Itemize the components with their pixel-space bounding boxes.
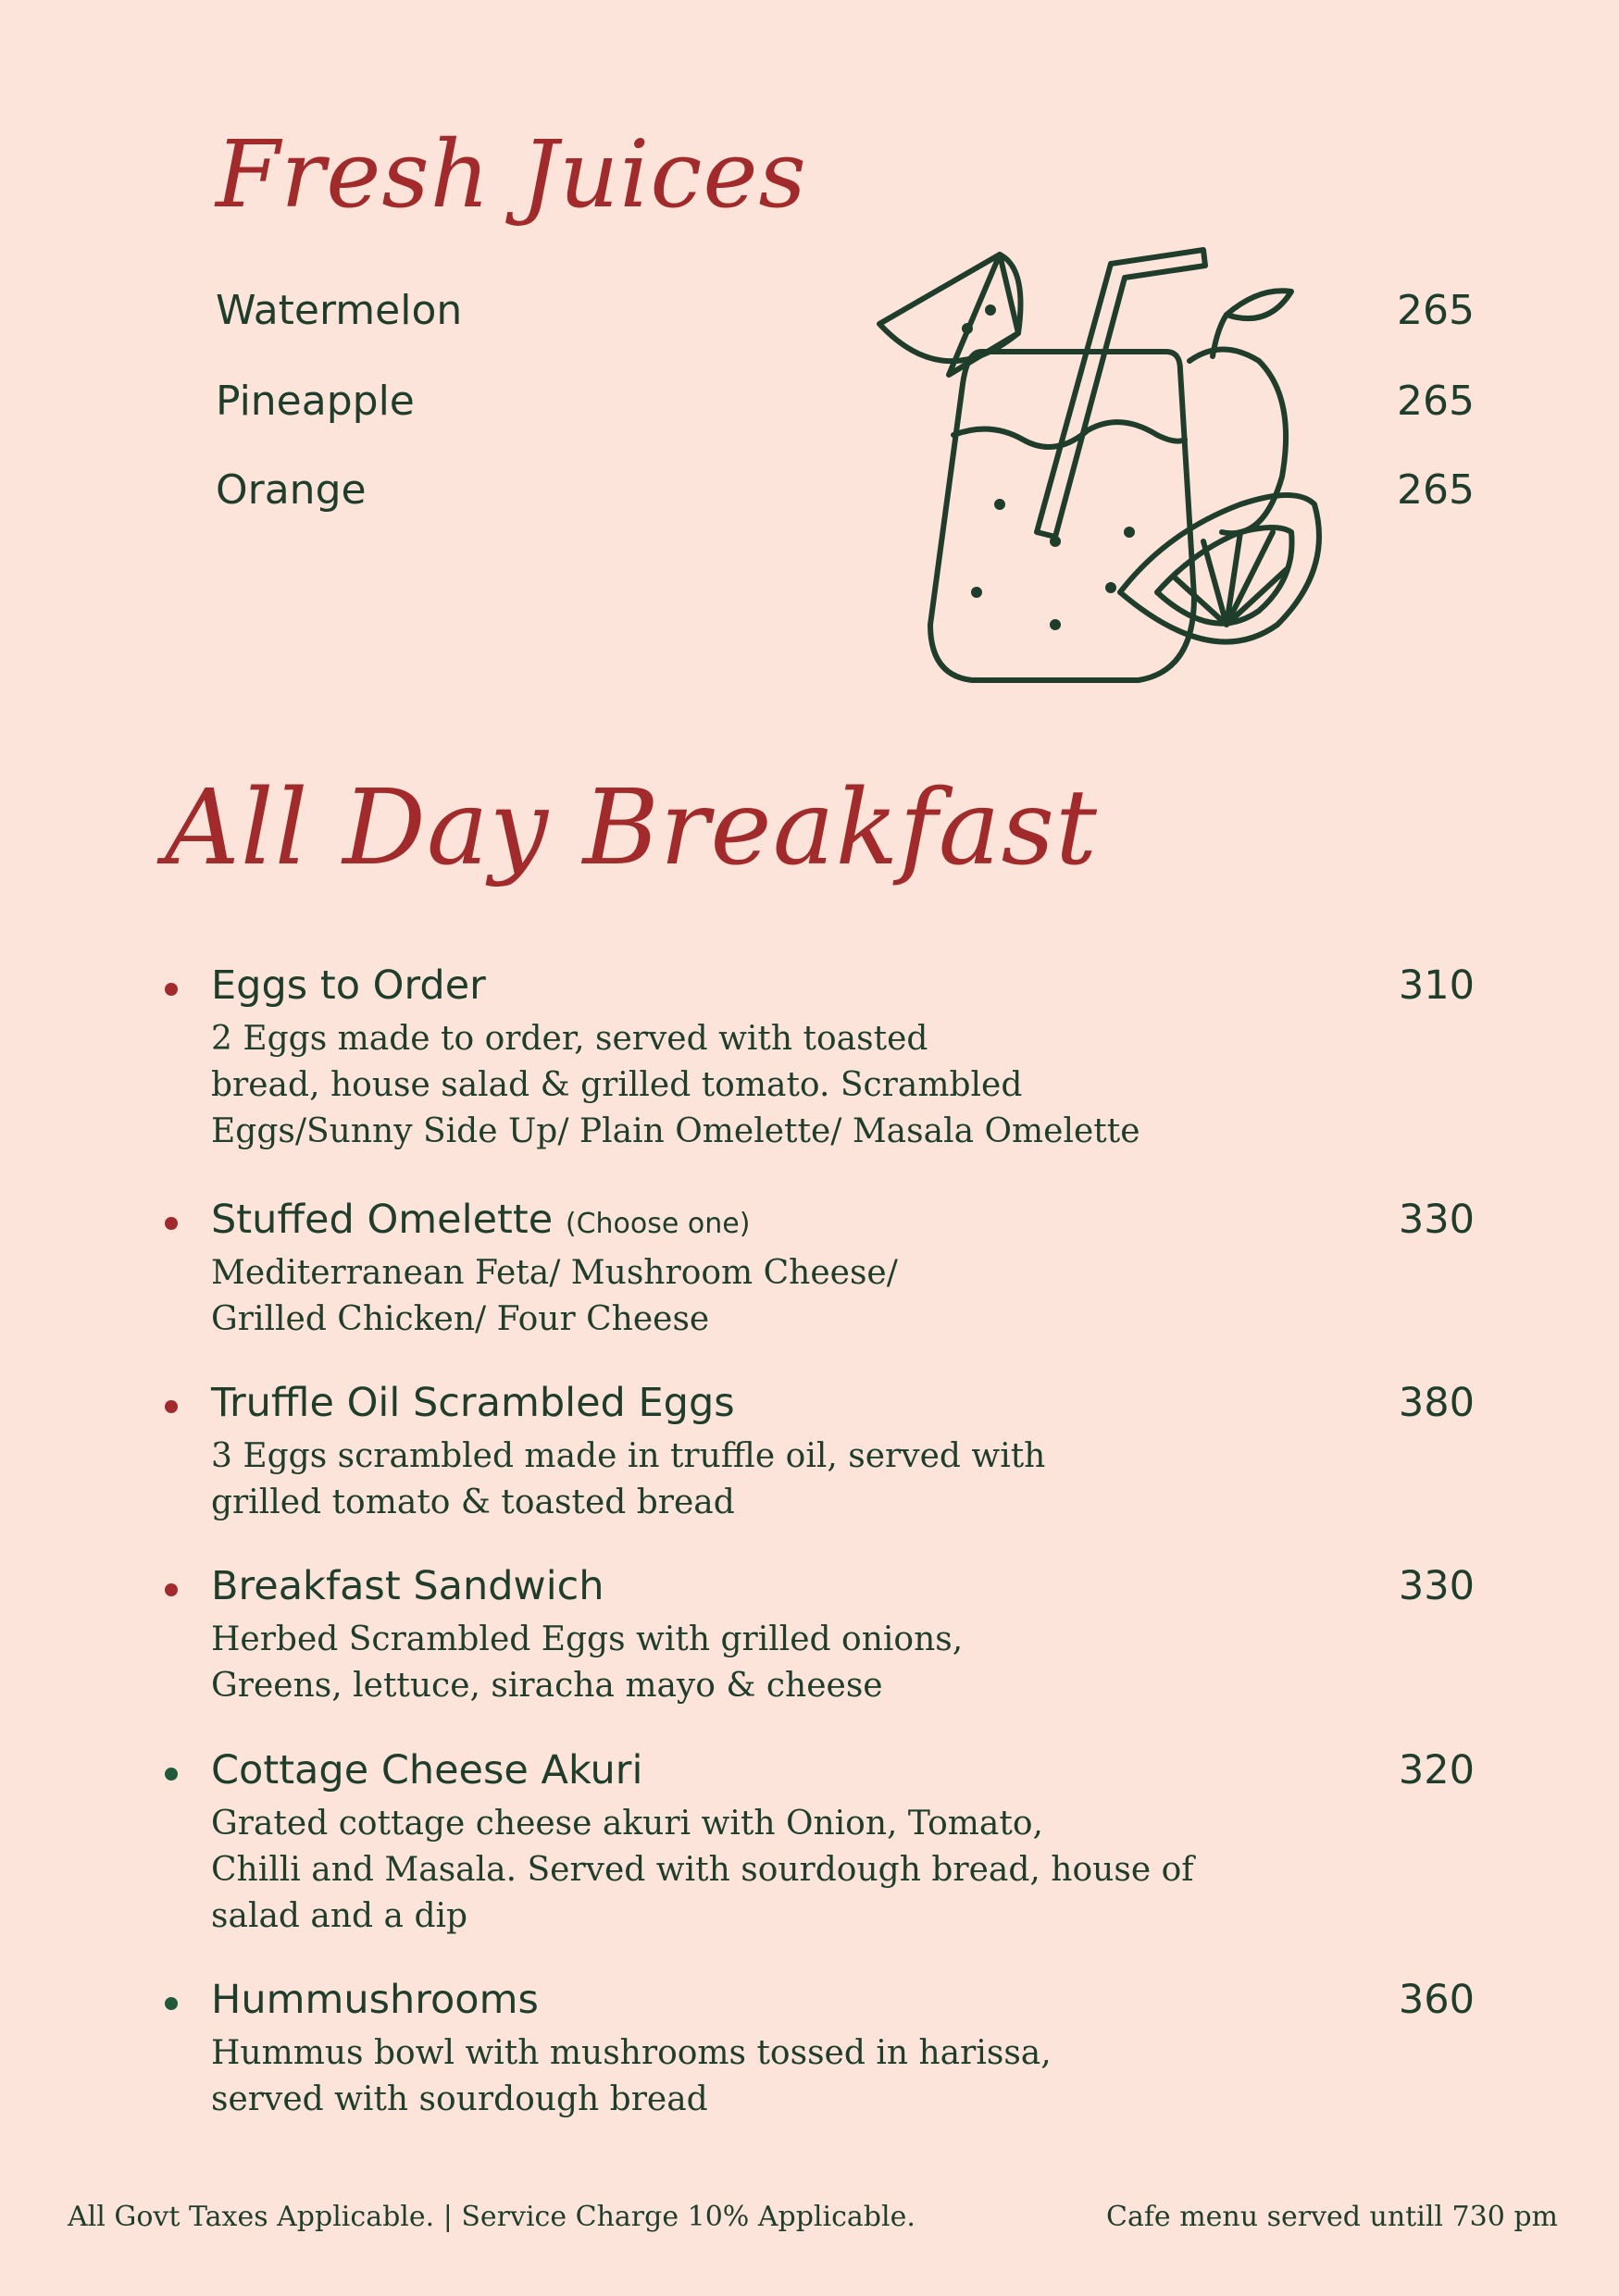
- menu-item-name: Eggs to Order: [211, 962, 486, 1009]
- description-line: Mediterranean Feta/ Mushroom Cheese/: [211, 1254, 898, 1292]
- menu-item-title: [211, 1197, 750, 1243]
- bullet-icon: [165, 1768, 178, 1781]
- description-line: served with sourdough bread: [211, 2080, 708, 2118]
- fresh-juices-heading: Fresh Juices: [216, 120, 807, 229]
- footer: [68, 2201, 1558, 2247]
- footer-hours-note: Cafe menu served untill 730 pm: [1105, 2201, 1558, 2233]
- description-line: Greens, lettuce, siracha mayo & cheese: [211, 1667, 883, 1705]
- menu-item-description: [211, 2030, 1322, 2123]
- all-day-breakfast-heading: All Day Breakfast: [165, 768, 1099, 888]
- description-line: Chilli and Masala. Served with sourdough bread, house of: [211, 1851, 1194, 1889]
- description-line: 2 Eggs made to order, served with toasted: [211, 1020, 928, 1058]
- menu-item-title: [211, 1380, 735, 1426]
- juice-price: 265: [1397, 378, 1475, 425]
- menu-item-title: [211, 962, 486, 1009]
- description-line: Grilled Chicken/ Four Cheese: [211, 1300, 710, 1338]
- juice-name: Orange: [216, 466, 367, 514]
- menu-item-description: [211, 1801, 1322, 1940]
- menu-item-description: [211, 1250, 1322, 1343]
- menu-item-price: 320: [1398, 1747, 1475, 1793]
- bullet-icon: [165, 1400, 178, 1413]
- bullet-icon: [165, 1217, 178, 1230]
- juice-name: Pineapple: [216, 378, 415, 425]
- menu-item-name: Hummushrooms: [211, 1977, 539, 2023]
- menu-item-price: 330: [1398, 1563, 1475, 1609]
- menu-item-title: [211, 1563, 604, 1609]
- bullet-icon: [165, 1583, 178, 1596]
- menu-item-title: [211, 1747, 642, 1793]
- menu-item-description: [211, 1617, 1322, 1709]
- menu-item-price: 310: [1398, 962, 1475, 1009]
- juice-name: Watermelon: [216, 287, 463, 334]
- footer-taxes-note: All Govt Taxes Applicable. | Service Charge 10% Applicable.: [68, 2201, 915, 2233]
- description-line: 3 Eggs scrambled made in truffle oil, served with: [211, 1437, 1046, 1475]
- menu-item-title: [211, 1977, 539, 2023]
- description-line: bread, house salad & grilled tomato. Scrambled: [211, 1066, 1023, 1104]
- juice-price: 265: [1397, 287, 1475, 334]
- description-line: salad and a dip: [211, 1897, 468, 1935]
- bullet-icon: [165, 1997, 178, 2010]
- menu-item-description: [211, 1016, 1322, 1155]
- menu-item-name: Truffle Oil Scrambled Eggs: [211, 1380, 735, 1426]
- description-line: Grated cottage cheese akuri with Onion, Tomato,: [211, 1805, 1043, 1843]
- menu-item-price: 360: [1398, 1977, 1475, 2023]
- description-line: Herbed Scrambled Eggs with grilled onions,: [211, 1620, 964, 1658]
- description-line: Hummus bowl with mushrooms tossed in harissa,: [211, 2034, 1052, 2072]
- menu-item-price: 380: [1398, 1380, 1475, 1426]
- bullet-icon: [165, 983, 178, 996]
- menu-item-price: 330: [1398, 1197, 1475, 1243]
- juice-glass-with-fruits-icon: [861, 236, 1342, 699]
- description-line: Eggs/Sunny Side Up/ Plain Omelette/ Masala Omelette: [211, 1112, 1140, 1150]
- menu-item-note: (Choose one): [565, 1208, 751, 1240]
- juice-price: 265: [1397, 466, 1475, 514]
- menu-item-name: Cottage Cheese Akuri: [211, 1747, 643, 1793]
- menu-item-name: Breakfast Sandwich: [211, 1563, 604, 1609]
- description-line: grilled tomato & toasted bread: [211, 1483, 735, 1521]
- menu-item-name: Stuffed Omelette: [211, 1197, 554, 1243]
- menu-item-description: [211, 1433, 1322, 1526]
